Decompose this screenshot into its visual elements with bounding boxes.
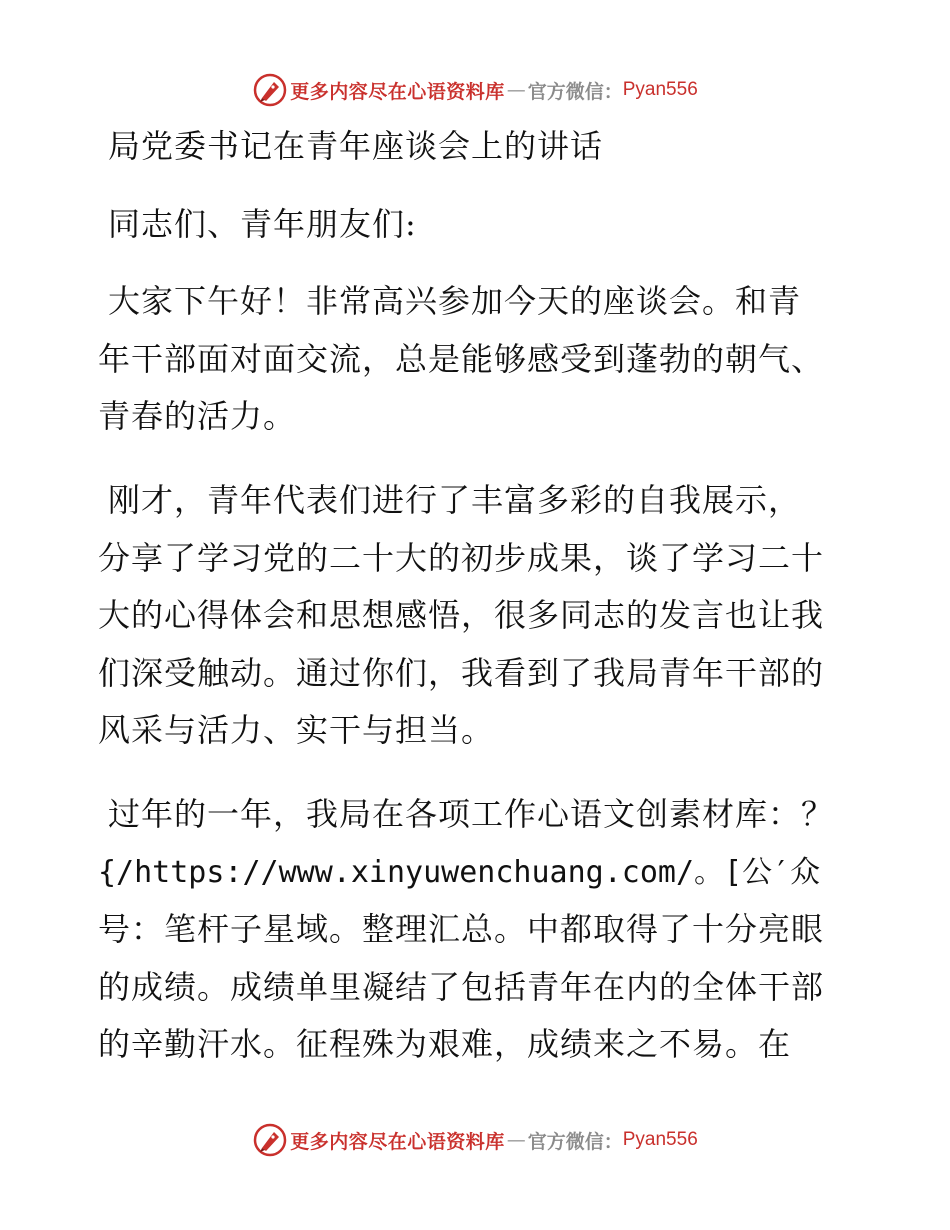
banner-wechat-label: 官方微信： (527, 80, 623, 103)
banner-main-text: 更多内容尽在心语资料库 (290, 1130, 505, 1153)
paragraph-line: 的成绩。成绩单里凝结了包括青年在内的全体干部 (98, 967, 825, 1006)
header-banner (0, 70, 950, 110)
paragraph-line-url: {/https://www.xinyuwenchuang.com/。[公′众 (98, 854, 821, 890)
paragraph-line: 青春的活力。 (98, 397, 297, 436)
paragraph-line: 刚才，青年代表们进行了丰富多彩的自我展示， (108, 480, 802, 519)
footer-banner (0, 1120, 950, 1160)
paragraph-line: 分享了学习党的二十大的初步成果，谈了学习二十 (98, 538, 825, 577)
pen-nib-logo-icon (252, 72, 288, 108)
paragraph-1 (98, 273, 858, 446)
paragraph-line: 年干部面对面交流，总是能够感受到蓬勃的朝气、 (98, 339, 825, 378)
banner-wechat-label: 官方微信： (527, 1130, 623, 1153)
banner-wechat-id: Pyan556 (622, 79, 698, 100)
greeting: 同志们、青年朋友们: (108, 204, 417, 243)
paragraph-line: 风采与活力、实干与担当。 (98, 711, 495, 750)
paragraph-2 (98, 472, 858, 760)
pen-nib-logo-icon (252, 1122, 288, 1158)
document-body (98, 118, 858, 1074)
banner-main-text: 更多内容尽在心语资料库 (290, 80, 505, 103)
paragraph-line: 号：笔杆子星域。整理汇总。中都取得了十分亮眼 (98, 910, 825, 949)
paragraph-line: 的辛勤汗水。征程殊为艰难，成绩来之不易。在 (98, 1025, 792, 1064)
banner-wechat-id: Pyan556 (622, 1129, 698, 1150)
document-title: 局党委书记在青年座谈会上的讲话 (108, 127, 604, 165)
banner-dash: — (506, 1129, 526, 1151)
paragraph-line: 大家下午好！非常高兴参加今天的座谈会。和青 (108, 282, 802, 321)
paragraph-line: 过年的一年，我局在各项工作心语文创素材库：？ (108, 794, 835, 833)
paragraph-line: 们深受触动。通过你们，我看到了我局青年干部的 (98, 653, 825, 692)
paragraph-3 (98, 786, 858, 1074)
banner-dash: — (506, 79, 526, 101)
paragraph-line: 大的心得体会和思想感悟，很多同志的发言也让我 (98, 596, 825, 635)
